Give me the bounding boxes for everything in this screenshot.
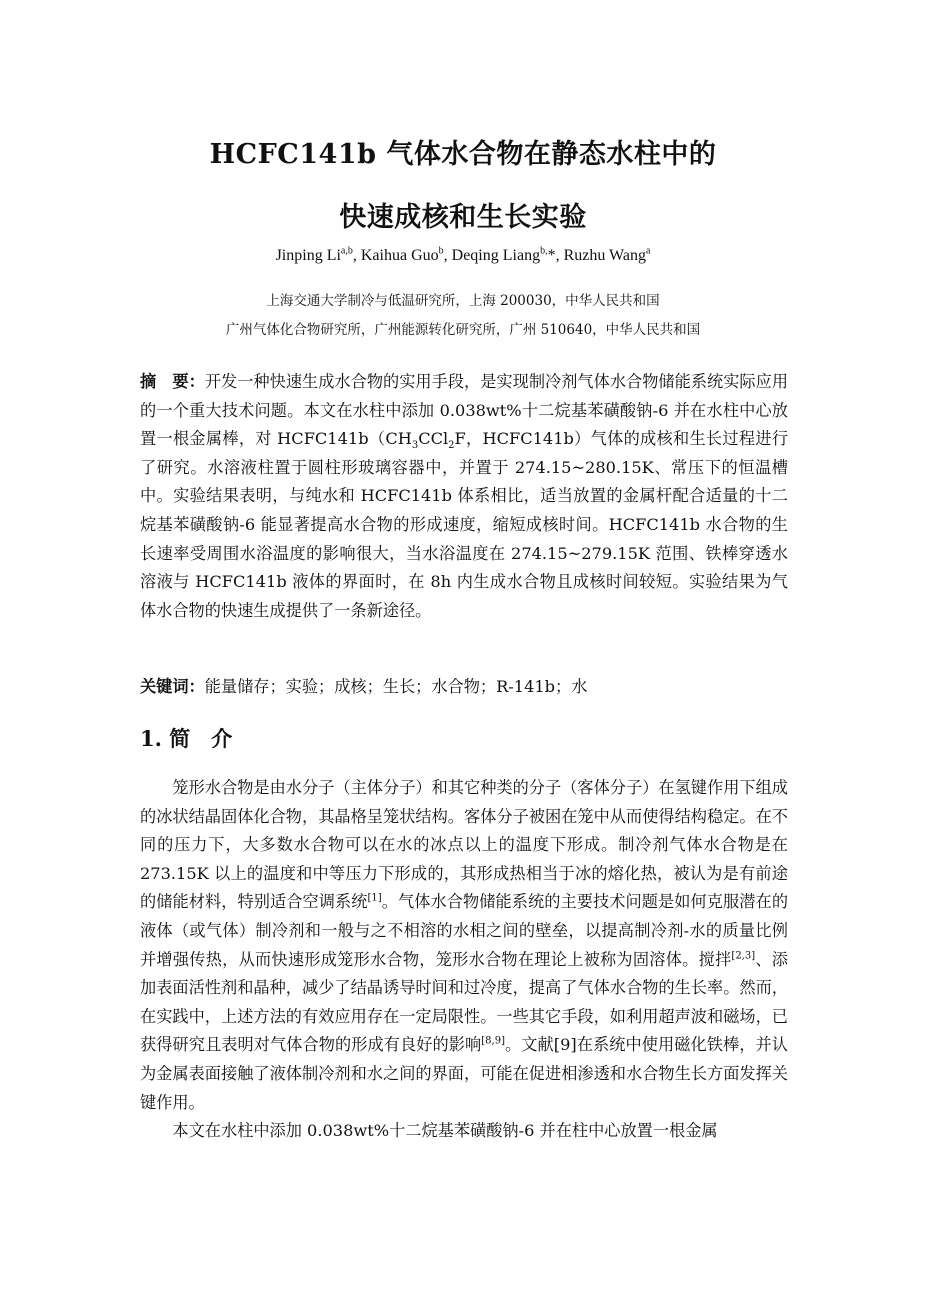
intro-paragraph <box>140 1117 788 1146</box>
abstract-label: 摘 要： <box>140 372 205 391</box>
intro-text: 本文在水柱中添加 0.038wt%十二烷基苯磺酸钠-6 并在柱中心放置一根金属 <box>172 1121 718 1141</box>
intro-text: 。文献[9]在系统中使用磁化铁棒，并认为金属表面接触了液体制冷剂和水之间的界面，可能在促进相渗透和水合物生长方面发挥关键作用。 <box>140 1035 788 1112</box>
keywords <box>140 673 788 697</box>
corresponding-author-mark: * <box>547 247 556 264</box>
introduction <box>140 774 788 1146</box>
author-separator: , <box>555 247 564 264</box>
intro-paragraph <box>140 774 788 1117</box>
subscript: 2 <box>448 440 455 452</box>
author-name: Deqing Liang <box>451 247 541 264</box>
affiliation-b: 广州气体化合物研究所，广州能源转化研究所，广州 510640，中华人民共和国 <box>225 322 701 338</box>
abstract-text: F，HCFC141b）气体的成核和生长过程进行了研究。水溶液柱置于圆柱形玻璃容器中，并置于 274.15~280.15K、常压下的恒温槽中。实验结果表明，与纯水和 HCFC141b 体系相比，适当放置的金属杆配合适量的十二烷基苯磺酸钠-6 能显著提高水合物的形成速度，缩短成核时间。HCFC141b 水合物的生长速率受周围水浴温度的影响很大，当水浴温度在 274.15~279.15K 范围、铁棒穿透水溶液与 HCFC141b 液体的界面时，在 8h 内生成水合物且成核时间较短。实验结果为气体水合物的快速生成提供了一条新途径。 <box>140 429 789 620</box>
title-line-2: 快速成核和生长实验 <box>339 202 587 233</box>
author-affiliation-mark: a,b <box>340 245 353 257</box>
abstract <box>140 368 788 625</box>
author-affiliation-mark: a <box>645 245 651 257</box>
affiliation-a: 上海交通大学制冷与低温研究所，上海 200030，中华人民共和国 <box>266 293 660 309</box>
title-line-1: HCFC141b 气体水合物在静态水柱中的 <box>209 139 717 170</box>
keywords-text: 能量储存；实验；成核；生长；水合物；R-141b；水 <box>204 677 588 696</box>
intro-text: 。气体水合物储能系统的主要技术问题是如何克服潜在的液体（或气体）制冷剂和一般与之不相溶的水相之间的壁垒，以提高制冷剂-水的质量比例并增强传热，从而快速形成笼形水合物，笼形水合物在理论上被称为固溶体。搅拌 <box>140 892 789 969</box>
intro-text: 笼形水合物是由水分子（主体分子）和其它种类的分子（客体分子）在氢键作用下组成的冰状结晶固体化合物，其晶格呈笼状结构。客体分子被困在笼中从而使得结构稳定。在不同的压力下，大多数水合物可以在水的冰点以上的温度下形成。制冷剂气体水合物是在 273.15K 以上的温度和中等压力下形成的，其形成热相当于冰的熔化热，被认为是有前途的储能材料，特别适合空调系统 <box>140 778 788 912</box>
keywords-label: 关键词： <box>140 677 205 696</box>
author-affiliation-mark: b, <box>540 245 548 257</box>
subscript: 3 <box>411 440 419 452</box>
citation: [1] <box>367 892 382 904</box>
author-affiliation-mark: b <box>438 245 444 257</box>
author-separator: , <box>352 247 361 264</box>
abstract-text: 开发一种快速生成水合物的实用手段，是实现制冷剂气体水合物储能系统实际应用的一个重大技术问题。本文在水柱中添加 0.038wt%十二烷基苯磺酸钠-6 并在水柱中心放置一根金属棒，对 HCFC141b（CH <box>140 372 789 449</box>
author-list <box>0 247 926 265</box>
abstract-text: CCl <box>418 429 449 449</box>
citation: [8,9] <box>481 1035 505 1047</box>
intro-text: 、添加表面活性剂和晶种，减少了结晶诱导时间和过冷度，提高了气体水合物的生长率。然而，在实践中，上述方法的有效应用存在一定局限性。一些其它手段，如利用超声波和磁场，已获得研究且表明对气体合物的形成有良好的影响 <box>140 949 788 1055</box>
author-separator: , <box>443 247 452 264</box>
author-name: Ruzhu Wang <box>563 247 646 264</box>
author-name: Jinping Li <box>275 247 341 264</box>
citation: [2,3] <box>731 950 756 962</box>
author-name: Kaihua Guo <box>360 247 439 264</box>
section-heading: 1. 简 介 <box>140 726 233 751</box>
